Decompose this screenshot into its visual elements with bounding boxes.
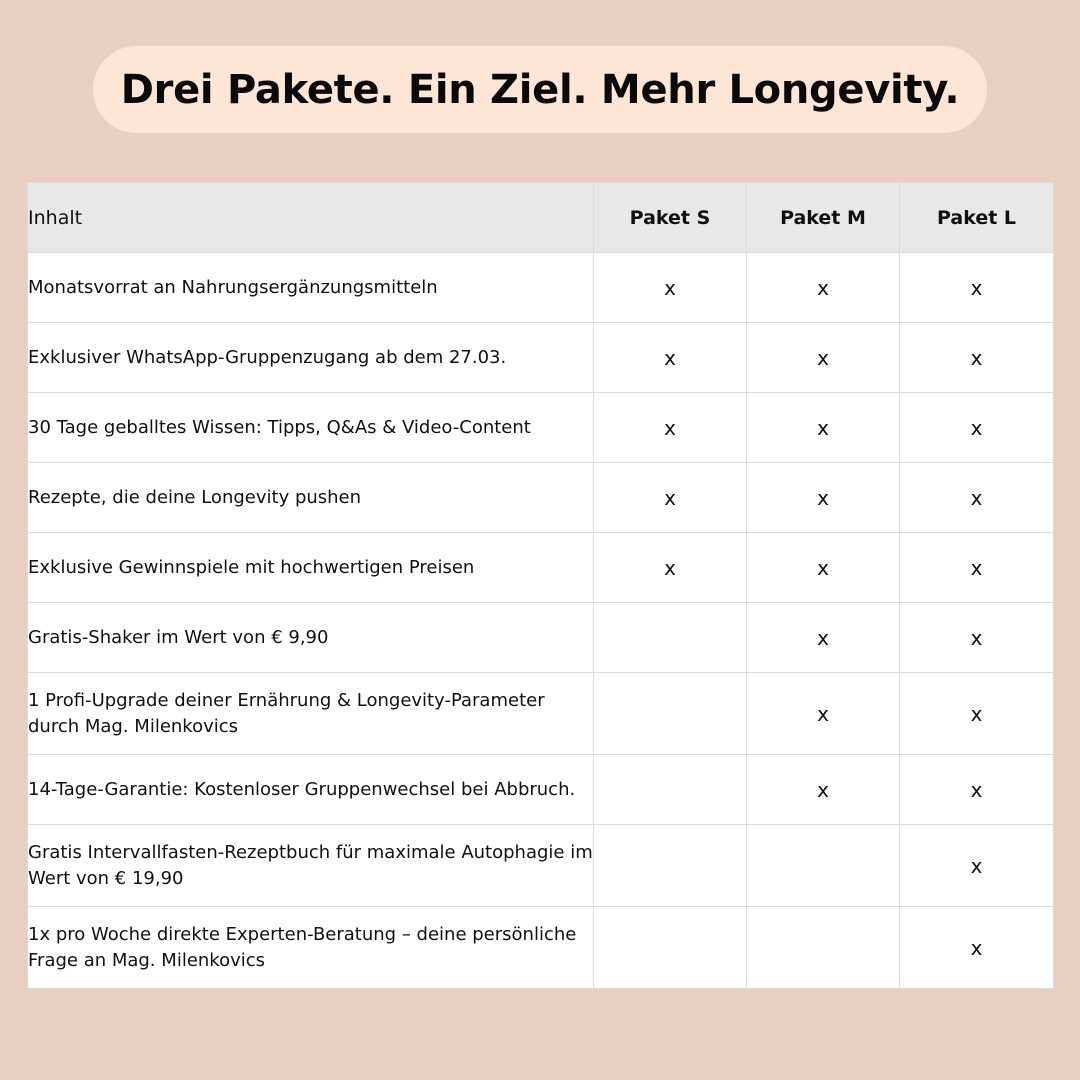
row-content: 30 Tage geballtes Wissen: Tipps, Q&As & Video-Content [28, 393, 594, 463]
header-content: Inhalt [28, 183, 594, 253]
row-content: Exklusiver WhatsApp-Gruppenzugang ab dem 27.03. [28, 323, 594, 393]
package-s-mark [594, 755, 747, 825]
package-m-mark: x [747, 603, 900, 673]
row-content: 1 Profi-Upgrade deiner Ernährung & Longevity-Parameter durch Mag. Milenkovics [28, 673, 594, 755]
package-s-mark: x [594, 463, 747, 533]
package-m-mark: x [747, 393, 900, 463]
table-row [28, 393, 1054, 463]
package-l-mark: x [900, 463, 1054, 533]
package-m-mark [747, 825, 900, 907]
package-s-mark [594, 673, 747, 755]
table-header-row [28, 183, 1054, 253]
package-l-mark: x [900, 755, 1054, 825]
package-l-mark: x [900, 253, 1054, 323]
package-m-mark: x [747, 253, 900, 323]
package-s-mark: x [594, 393, 747, 463]
title-banner [93, 46, 987, 133]
row-content: Gratis Intervallfasten-Rezeptbuch für maximale Autophagie im Wert von € 19,90 [28, 825, 594, 907]
header-package-s: Paket S [594, 183, 747, 253]
table-row [28, 603, 1054, 673]
package-l-mark: x [900, 533, 1054, 603]
row-content: Gratis-Shaker im Wert von € 9,90 [28, 603, 594, 673]
package-s-mark [594, 603, 747, 673]
row-content: Exklusive Gewinnspiele mit hochwertigen Preisen [28, 533, 594, 603]
package-l-mark: x [900, 603, 1054, 673]
header-package-l: Paket L [900, 183, 1054, 253]
table-row [28, 463, 1054, 533]
package-l-mark: x [900, 825, 1054, 907]
table-row [28, 907, 1054, 989]
package-m-mark: x [747, 533, 900, 603]
page-title: Drei Pakete. Ein Ziel. Mehr Longevity. [120, 66, 960, 113]
package-s-mark [594, 907, 747, 989]
package-s-mark: x [594, 253, 747, 323]
table-row [28, 253, 1054, 323]
package-s-mark: x [594, 533, 747, 603]
package-s-mark [594, 825, 747, 907]
package-l-mark: x [900, 393, 1054, 463]
row-content: Monatsvorrat an Nahrungsergänzungsmitteln [28, 253, 594, 323]
package-m-mark [747, 907, 900, 989]
package-m-mark: x [747, 323, 900, 393]
header-package-m: Paket M [747, 183, 900, 253]
package-m-mark: x [747, 755, 900, 825]
package-m-mark: x [747, 463, 900, 533]
package-l-mark: x [900, 673, 1054, 755]
package-comparison-table [27, 182, 1054, 989]
table-row [28, 755, 1054, 825]
table-row [28, 533, 1054, 603]
package-l-mark: x [900, 907, 1054, 989]
row-content: 1x pro Woche direkte Experten-Beratung – deine persönliche Frage an Mag. Milenkovics [28, 907, 594, 989]
table-row [28, 673, 1054, 755]
package-l-mark: x [900, 323, 1054, 393]
package-m-mark: x [747, 673, 900, 755]
package-s-mark: x [594, 323, 747, 393]
row-content: 14-Tage-Garantie: Kostenloser Gruppenwechsel bei Abbruch. [28, 755, 594, 825]
table-row [28, 825, 1054, 907]
row-content: Rezepte, die deine Longevity pushen [28, 463, 594, 533]
table-row [28, 323, 1054, 393]
